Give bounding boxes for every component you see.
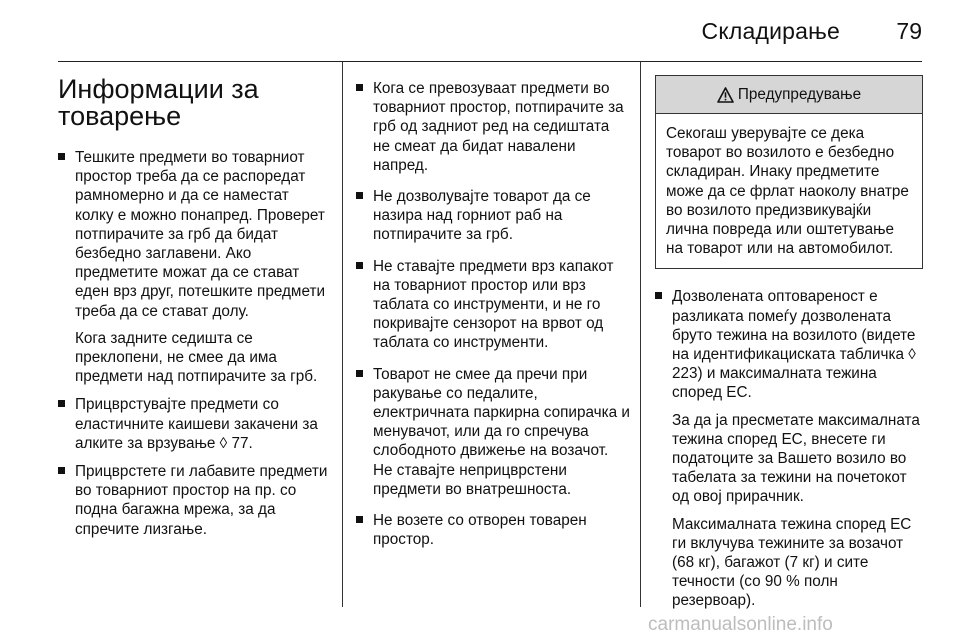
- list-item-text: Кога се превозуваат предмети во товарниот простор, потпирачите за грб од задниот ред на седиштата не смеат да бидат навалени напред.: [373, 80, 624, 174]
- list-item-text: Тешките предмети во товарниот простор треба да се распоредат рамномерно и да се наместат колку е можно понапред. Проверет потпирачите за грб да бидат безбедно заглавени. Ако предметите можат да се стават еден врз друг, потешките предмети треба да се стават долу.: [75, 149, 326, 320]
- column-divider-right: [640, 62, 641, 607]
- bullet-icon: [356, 370, 363, 377]
- list-item-text: Прицврстувајте предмети со еластичните каишеви закачени за алките за врзување ◊ 77.: [75, 396, 318, 452]
- chapter-title: Складирање: [701, 18, 840, 44]
- page-number: 79: [896, 18, 922, 44]
- loading-info-list: [58, 148, 328, 539]
- bullet-icon: [58, 153, 65, 160]
- warning-body: [656, 114, 922, 268]
- list-item-text: Не ставајте предмети врз капакот на товарниот простор или врз таблата со инструменти, и не го покривајте сензорот на врвот од таблата со инструменти.: [373, 257, 614, 352]
- list-item: [655, 287, 923, 610]
- list-item-text: За да ја пресметате максималната тежина според ЕС, внесете ги податоците за Вашето возило во табелата за тежини на почетокот од овој прирачник.: [672, 411, 920, 506]
- list-item: [356, 187, 630, 245]
- column-right: [655, 62, 923, 611]
- bullet-icon: [356, 192, 363, 199]
- section-title: [58, 76, 328, 130]
- list-item-text: Товарот не смее да пречи при ракување со педалите, електричната паркирна сопирачка и менувачот, или да го спречува слободното движење на возачот. Не ставајте неприцврстени предмети во внатрешноста.: [373, 365, 630, 498]
- warning-box: [655, 75, 923, 269]
- list-item: [356, 365, 630, 499]
- list-item-text: Дозволената оптовареност е разликата помеѓу дозволената бруто тежина на возилото (видете на идентификациската табличка ◊ 223) и максималната тежина според ЕС.: [672, 288, 916, 402]
- bullet-icon: [356, 84, 363, 91]
- list-item: [356, 511, 630, 549]
- section-title-line1: Информации за: [58, 74, 259, 104]
- warning-header: [656, 76, 922, 114]
- list-item-text: Кога задните седишта се преклопени, не смее да има предмети над потпирачите за грб.: [75, 329, 318, 386]
- list-item-text: Максималната тежина според ЕС ги вклучува тежините за возачот (68 кг), багажот (7 кг) и сите течности (со 90 % полн резервоар).: [672, 515, 912, 610]
- list-item-text: Не дозволувајте товарот да се назира над горниот раб на потпирачите за грб.: [373, 188, 591, 244]
- section-title-line2: товарење: [58, 101, 182, 131]
- warning-title: Предупредување: [737, 85, 862, 103]
- loading-rules-list: [356, 79, 630, 549]
- payload-list: [655, 287, 923, 610]
- warning-text: Секогаш уверувајте се дека товарот во возилото е безбедно складиран. Инаку предметите може да се фрлат наоколу внатре во возилото предизвикувајќи лична повреда или оштетување на товарот или на автомобилот.: [666, 125, 909, 258]
- list-item: [58, 395, 328, 453]
- column-middle: [356, 62, 630, 561]
- bullet-icon: [58, 400, 65, 407]
- column-divider-left: [342, 62, 343, 607]
- list-item: [356, 257, 630, 353]
- list-item: [58, 148, 328, 386]
- list-item-text: Прицврстете ги лабавите предмети во товарниот простор на пр. со подна багажна мрежа, за да спречите лизгање.: [75, 463, 328, 538]
- list-item: [356, 79, 630, 175]
- bullet-icon: [356, 516, 363, 523]
- bullet-icon: [655, 292, 662, 299]
- column-left: [58, 62, 328, 548]
- bullet-icon: [58, 467, 65, 474]
- warning-triangle-icon: [717, 87, 734, 103]
- list-item-text: Не возете со отворен товарен простор.: [373, 512, 587, 549]
- page-header: [0, 0, 960, 62]
- bullet-icon: [356, 262, 363, 269]
- list-item: [58, 462, 328, 539]
- watermark: carmanualsonline.info: [648, 614, 833, 635]
